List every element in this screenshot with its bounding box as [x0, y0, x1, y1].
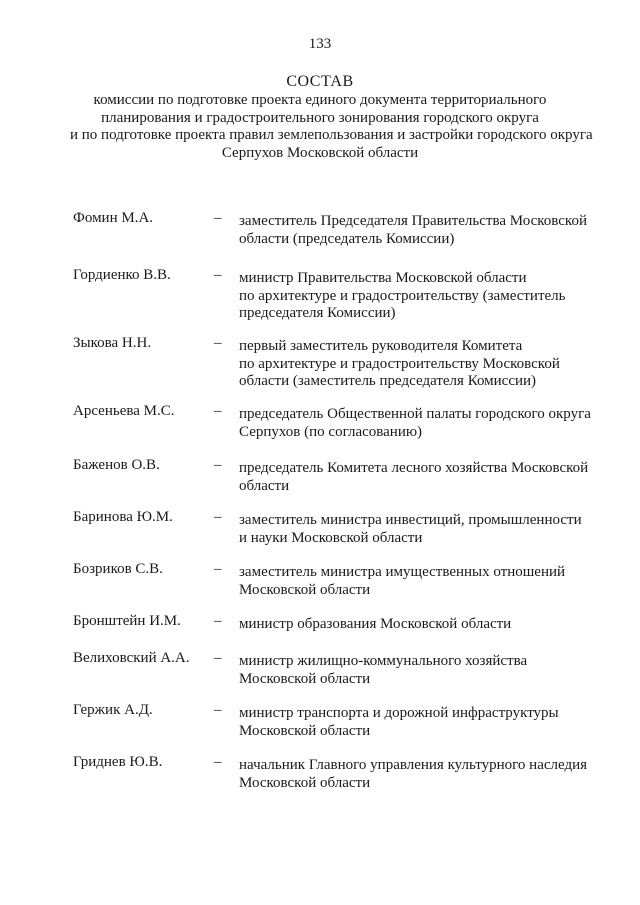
document-subtitle — [70, 92, 593, 162]
member-role-line: председателя Комиссии) — [239, 305, 396, 321]
member-role — [239, 512, 609, 547]
member-role-line: Московской области — [239, 581, 371, 598]
member-role-line: области (председатель Комиссии) — [239, 230, 455, 247]
member-role — [239, 213, 609, 248]
member-dash: – — [214, 702, 222, 718]
member-role — [239, 705, 609, 740]
member-role — [239, 338, 609, 391]
member-role-line: Московской области — [239, 670, 371, 687]
member-name: Гордиенко В.В. — [73, 267, 171, 283]
member-dash: – — [214, 210, 222, 226]
member-role — [239, 616, 609, 634]
member-dash: – — [214, 509, 222, 525]
member-role — [239, 653, 609, 688]
member-dash: – — [214, 613, 222, 629]
member-role — [239, 406, 609, 441]
member-role-line: Московской области — [239, 722, 371, 739]
member-role — [239, 460, 609, 495]
subtitle-line: и по подготовке проекта правил землепользования и застройки городского округа — [70, 127, 593, 143]
member-role-line: министр Правительства Московской области — [239, 270, 527, 286]
member-name: Баженов О.В. — [73, 457, 160, 473]
member-role-line: по архитектуре и градостроительству (заместитель — [239, 287, 566, 304]
member-dash: – — [214, 457, 222, 473]
member-role-line: начальник Главного управления культурного наследия — [239, 757, 588, 773]
subtitle-line: Серпухов Московской области — [221, 144, 419, 161]
member-role-line: министр транспорта и дорожной инфраструктуры — [239, 705, 559, 721]
member-name: Бронштейн И.М. — [73, 613, 181, 629]
member-name: Гриднев Ю.В. — [73, 754, 163, 770]
member-role-line: председатель Общественной палаты городского округа — [239, 406, 591, 422]
member-dash: – — [214, 267, 222, 283]
member-role-line: по архитектуре и градостроительству Московской — [239, 355, 560, 372]
member-role — [239, 270, 609, 323]
page-number: 133 — [308, 36, 332, 52]
document-title: СОСТАВ — [286, 73, 354, 90]
member-name: Баринова Ю.М. — [73, 509, 173, 525]
member-name: Зыкова Н.Н. — [73, 335, 152, 351]
member-role-line: первый заместитель руководителя Комитета — [239, 338, 523, 354]
member-role — [239, 564, 609, 599]
member-dash: – — [214, 335, 222, 351]
member-role-line: заместитель Председателя Правительства Московской — [239, 213, 587, 229]
member-role-line: заместитель министра имущественных отношений — [239, 564, 566, 580]
member-dash: – — [214, 403, 222, 419]
member-role-line: председатель Комитета лесного хозяйства Московской — [239, 460, 589, 476]
member-name: Гержик А.Д. — [73, 702, 153, 718]
member-dash: – — [214, 650, 222, 666]
member-role-line: области (заместитель председателя Комиссии) — [239, 373, 537, 389]
subtitle-line: комиссии по подготовке проекта единого документа территориального — [93, 92, 547, 108]
member-role — [239, 757, 609, 792]
subtitle-line: планирования и градостроительного зонирования городского округа — [101, 109, 539, 126]
member-name: Фомин М.А. — [73, 210, 154, 226]
member-name: Арсеньева М.С. — [73, 403, 175, 419]
member-dash: – — [214, 754, 222, 770]
member-name: Бозриков С.В. — [73, 561, 163, 577]
member-role-line: министр жилищно-коммунального хозяйства — [239, 653, 528, 669]
member-role-line: и науки Московской области — [239, 529, 423, 546]
member-role-line: Серпухов (по согласованию) — [239, 423, 423, 440]
member-role-line: заместитель министра инвестиций, промышленности — [239, 512, 582, 528]
member-dash: – — [214, 561, 222, 577]
member-role-line: министр образования Московской области — [239, 616, 512, 632]
member-role-line: Московской области — [239, 774, 371, 791]
member-name: Велиховский А.А. — [73, 650, 190, 666]
member-role-line: области — [239, 477, 290, 494]
